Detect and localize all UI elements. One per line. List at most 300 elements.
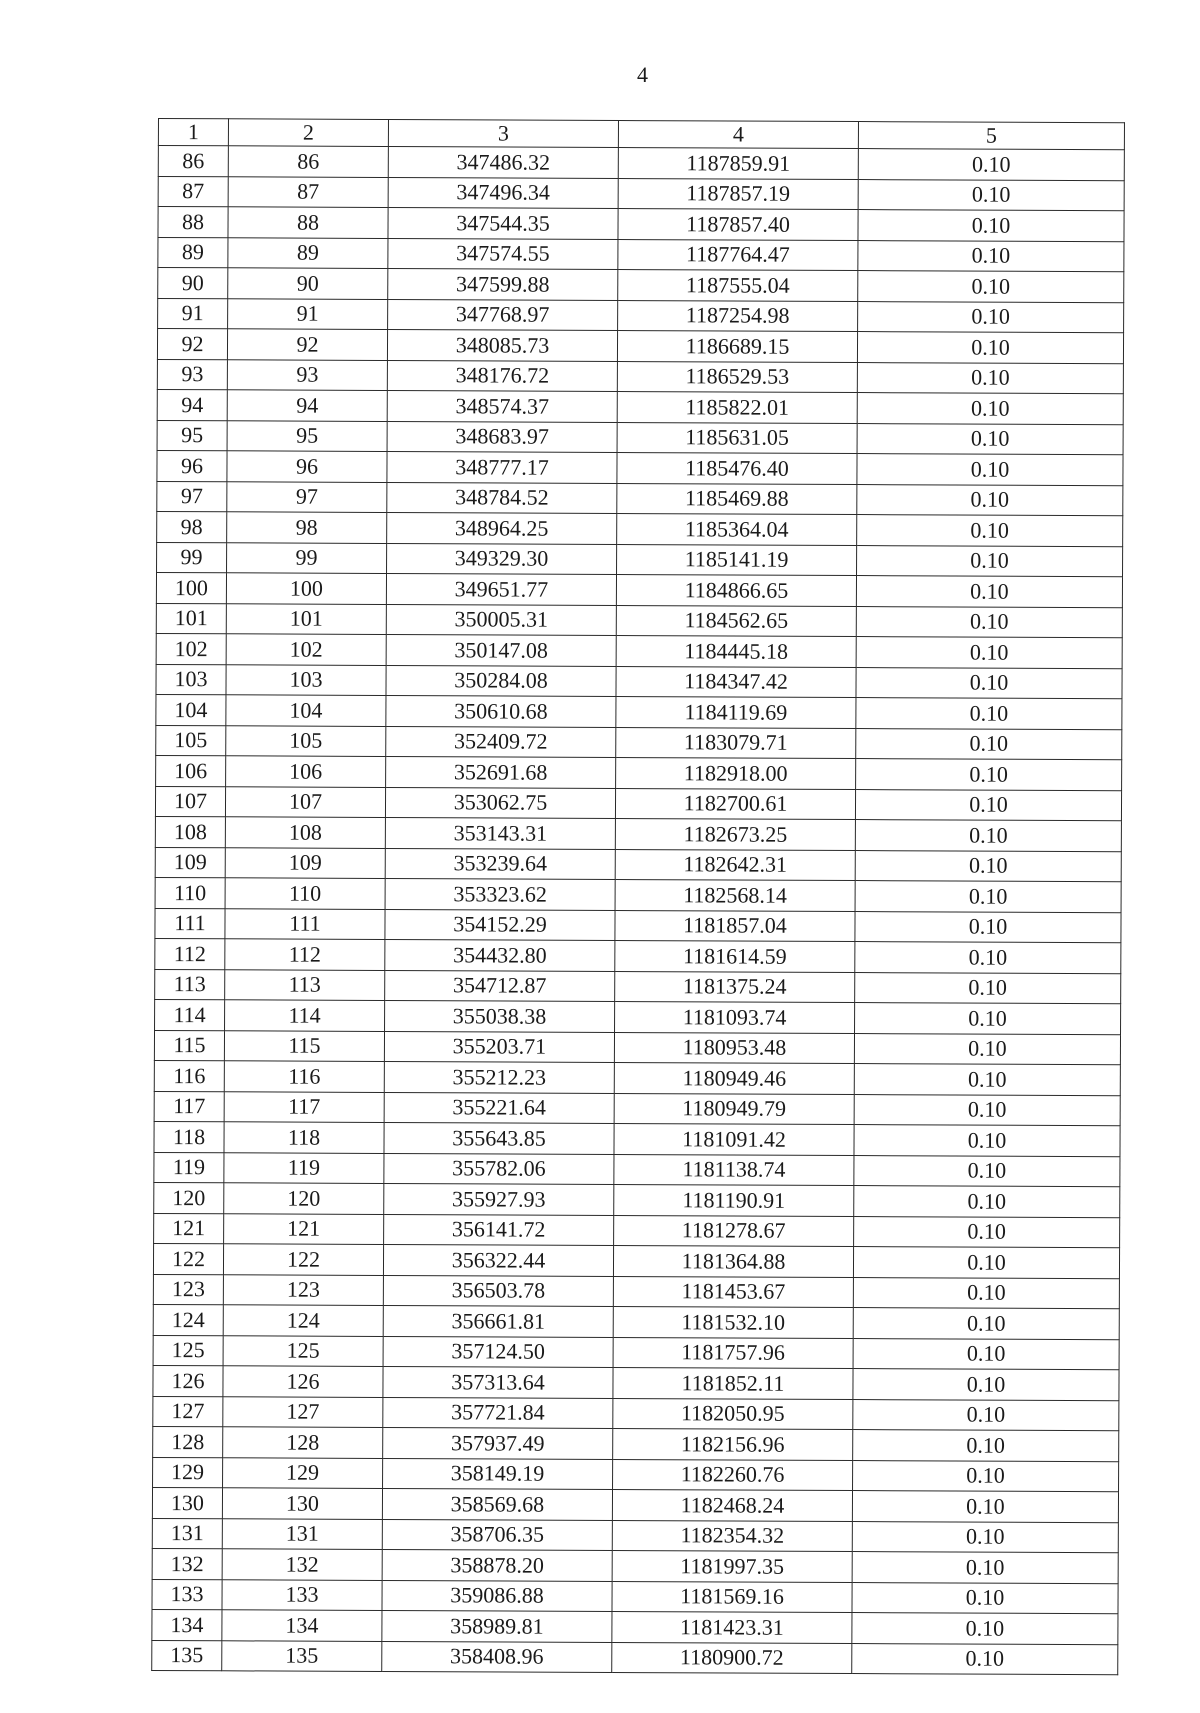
table-row	[155, 969, 1121, 1004]
table-cell-col-4: 1181091.42	[614, 1123, 854, 1155]
table-cell-col-5: 0.10	[856, 698, 1122, 730]
table-cell-col-3: 358878.20	[382, 1549, 612, 1581]
table-row	[152, 1518, 1118, 1553]
table-cell-col-2: 92	[227, 329, 387, 360]
table-cell-col-3: 348085.73	[387, 330, 617, 362]
table-cell-col-3: 350147.08	[386, 635, 616, 667]
table-cell-col-3: 348777.17	[387, 452, 617, 484]
table-cell-col-1: 92	[157, 329, 227, 360]
table-cell-col-2: 132	[222, 1549, 382, 1580]
table-cell-col-1: 110	[155, 877, 225, 908]
table-cell-col-4: 1181364.88	[613, 1245, 853, 1277]
table-row	[157, 481, 1123, 516]
table-cell-col-4: 1181857.04	[615, 910, 855, 942]
table-cell-col-3: 358706.35	[382, 1519, 612, 1551]
table-cell-col-3: 358408.96	[382, 1641, 612, 1673]
table-cell-col-1: 95	[157, 420, 227, 451]
table-cell-col-2: 135	[222, 1640, 382, 1671]
table-cell-col-3: 355203.71	[384, 1031, 614, 1063]
table-cell-col-4: 1187254.98	[618, 300, 858, 332]
table-cell-col-2: 111	[225, 908, 385, 939]
table-cell-col-3: 347574.55	[388, 238, 618, 270]
table-cell-col-4: 1181375.24	[615, 971, 855, 1003]
table-cell-col-1: 116	[154, 1060, 224, 1091]
table-row	[156, 725, 1122, 760]
table-cell-col-2: 122	[223, 1244, 383, 1275]
table-cell-col-1: 117	[154, 1091, 224, 1122]
table-cell-col-2: 115	[224, 1030, 384, 1061]
table-cell-col-1: 105	[156, 725, 226, 756]
column-header-3: 3	[388, 120, 618, 148]
table-row	[158, 268, 1124, 303]
table-cell-col-5: 0.10	[855, 881, 1121, 913]
table-cell-col-1: 127	[153, 1396, 223, 1427]
table-row	[154, 1091, 1120, 1126]
table-cell-col-1: 113	[155, 969, 225, 1000]
table-row	[157, 420, 1123, 455]
table-cell-col-5: 0.10	[858, 149, 1124, 181]
table-cell-col-4: 1181569.16	[612, 1581, 852, 1613]
table-header	[158, 119, 1124, 150]
table-cell-col-3: 348176.72	[387, 360, 617, 392]
table-cell-col-5: 0.10	[854, 1064, 1120, 1096]
table-cell-col-3: 353239.64	[385, 848, 615, 880]
table-cell-col-2: 117	[224, 1091, 384, 1122]
table-cell-col-5: 0.10	[853, 1308, 1119, 1340]
table-cell-col-2: 131	[222, 1518, 382, 1549]
table-cell-col-3: 355643.85	[384, 1122, 614, 1154]
table-row	[157, 359, 1123, 394]
table-cell-col-1: 97	[157, 481, 227, 512]
table-cell-col-1: 124	[153, 1304, 223, 1335]
table-cell-col-2: 99	[227, 542, 387, 573]
table-cell-col-2: 113	[225, 969, 385, 1000]
table-cell-col-2: 90	[228, 268, 388, 299]
table-cell-col-4: 1186529.53	[617, 361, 857, 393]
table-cell-col-2: 102	[226, 634, 386, 665]
table-cell-col-5: 0.10	[857, 362, 1123, 394]
table-cell-col-2: 97	[227, 481, 387, 512]
table-cell-col-2: 87	[228, 176, 388, 207]
table-cell-col-4: 1181093.74	[615, 1002, 855, 1034]
table-cell-col-5: 0.10	[854, 1094, 1120, 1126]
column-header-2: 2	[228, 119, 388, 147]
table-cell-col-5: 0.10	[853, 1430, 1119, 1462]
table-cell-col-3: 348964.25	[387, 513, 617, 545]
table-cell-col-3: 347496.34	[388, 177, 618, 209]
table-cell-col-3: 347599.88	[388, 269, 618, 301]
table-cell-col-4: 1181757.96	[613, 1337, 853, 1369]
table-cell-col-5: 0.10	[855, 850, 1121, 882]
table-cell-col-5: 0.10	[854, 1155, 1120, 1187]
table-cell-col-3: 350005.31	[386, 604, 616, 636]
table-cell-col-5: 0.10	[858, 271, 1124, 303]
table-cell-col-4: 1181997.35	[612, 1550, 852, 1582]
table-cell-col-1: 129	[153, 1457, 223, 1488]
table-cell-col-2: 125	[223, 1335, 383, 1366]
table-cell-col-1: 98	[157, 511, 227, 542]
table-cell-col-5: 0.10	[855, 820, 1121, 852]
table-cell-col-2: 95	[227, 420, 387, 451]
table-row	[158, 207, 1124, 242]
table-cell-col-5: 0.10	[853, 1277, 1119, 1309]
table-cell-col-3: 349651.77	[386, 574, 616, 606]
table-cell-col-5: 0.10	[853, 1369, 1119, 1401]
table-cell-col-5: 0.10	[857, 545, 1123, 577]
table-cell-col-3: 350610.68	[386, 696, 616, 728]
table-cell-col-5: 0.10	[855, 972, 1121, 1004]
table-cell-col-5: 0.10	[855, 789, 1121, 821]
table-cell-col-2: 106	[226, 756, 386, 787]
table-cell-col-1: 91	[158, 298, 228, 329]
table-cell-col-3: 357721.84	[383, 1397, 613, 1429]
table-cell-col-5: 0.10	[852, 1582, 1118, 1614]
table-cell-col-2: 110	[225, 878, 385, 909]
table-row	[158, 176, 1124, 211]
table-cell-col-3: 357124.50	[383, 1336, 613, 1368]
table-cell-col-3: 358989.81	[382, 1610, 612, 1642]
table-cell-col-3: 358149.19	[383, 1458, 613, 1490]
table-row	[157, 389, 1123, 424]
table-cell-col-2: 126	[223, 1366, 383, 1397]
table-cell-col-1: 123	[153, 1274, 223, 1305]
table-row	[152, 1487, 1118, 1522]
table-cell-col-2: 134	[222, 1610, 382, 1641]
table-cell-col-3: 355927.93	[384, 1183, 614, 1215]
table-cell-col-4: 1187857.40	[618, 209, 858, 241]
table-cell-col-5: 0.10	[855, 911, 1121, 943]
table-cell-col-5: 0.10	[852, 1613, 1118, 1645]
table-row	[153, 1274, 1119, 1309]
table-cell-col-4: 1182918.00	[616, 758, 856, 790]
table-cell-col-1: 100	[156, 572, 226, 603]
table-cell-col-3: 357313.64	[383, 1366, 613, 1398]
table-cell-col-1: 101	[156, 603, 226, 634]
table-cell-col-4: 1182468.24	[612, 1489, 852, 1521]
table-cell-col-5: 0.10	[853, 1338, 1119, 1370]
table-cell-col-5: 0.10	[854, 1216, 1120, 1248]
table-cell-col-1: 102	[156, 633, 226, 664]
column-header-1: 1	[158, 119, 228, 146]
table-row	[153, 1426, 1119, 1461]
table-cell-col-1: 135	[152, 1640, 222, 1671]
table-cell-col-1: 120	[154, 1182, 224, 1213]
table-cell-col-4: 1187764.47	[618, 239, 858, 271]
table-cell-col-3: 353143.31	[385, 817, 615, 849]
table-row	[156, 755, 1122, 790]
table-row	[155, 938, 1121, 973]
table-cell-col-2: 121	[224, 1213, 384, 1244]
table-cell-col-1: 90	[158, 268, 228, 299]
table-cell-col-2: 129	[223, 1457, 383, 1488]
table-cell-col-1: 89	[158, 237, 228, 268]
table-cell-col-3: 353062.75	[385, 787, 615, 819]
table-cell-col-2: 98	[227, 512, 387, 543]
table-row	[154, 1060, 1120, 1095]
table-row	[154, 1121, 1120, 1156]
table-row	[156, 572, 1122, 607]
table-cell-col-4: 1185476.40	[617, 453, 857, 485]
table-cell-col-5: 0.10	[853, 1399, 1119, 1431]
table-cell-col-3: 349329.30	[387, 543, 617, 575]
table-cell-col-1: 104	[156, 694, 226, 725]
table-cell-col-1: 103	[156, 664, 226, 695]
table-cell-col-2: 124	[223, 1305, 383, 1336]
table-cell-col-5: 0.10	[857, 423, 1123, 455]
table-cell-col-4: 1187555.04	[618, 270, 858, 302]
table-cell-col-4: 1180949.79	[614, 1093, 854, 1125]
table-cell-col-3: 356141.72	[384, 1214, 614, 1246]
table-cell-col-2: 89	[228, 237, 388, 268]
table-cell-col-5: 0.10	[857, 484, 1123, 516]
table-row	[153, 1457, 1119, 1492]
table-row	[154, 1152, 1120, 1187]
table-cell-col-5: 0.10	[857, 393, 1123, 425]
table-cell-col-1: 109	[155, 847, 225, 878]
table-cell-col-5: 0.10	[854, 1125, 1120, 1157]
table-cell-col-4: 1182260.76	[613, 1459, 853, 1491]
table-row	[156, 694, 1122, 729]
table-row	[155, 908, 1121, 943]
table-cell-col-1: 126	[153, 1365, 223, 1396]
table-cell-col-4: 1187857.19	[618, 178, 858, 210]
table-cell-col-3: 354712.87	[385, 970, 615, 1002]
table-cell-col-5: 0.10	[856, 728, 1122, 760]
table-row	[153, 1243, 1119, 1278]
table-cell-col-3: 356503.78	[383, 1275, 613, 1307]
table-row	[155, 816, 1121, 851]
table-cell-col-3: 357937.49	[383, 1427, 613, 1459]
table-row	[158, 146, 1124, 181]
table-cell-col-1: 111	[155, 908, 225, 939]
table-cell-col-2: 109	[225, 847, 385, 878]
table-row	[157, 329, 1123, 364]
table-row	[155, 847, 1121, 882]
table-cell-col-2: 91	[228, 298, 388, 329]
table-cell-col-2: 128	[223, 1427, 383, 1458]
table-cell-col-1: 108	[155, 816, 225, 847]
table-cell-col-1: 87	[158, 176, 228, 207]
table-cell-col-5: 0.10	[856, 606, 1122, 638]
table-cell-col-2: 114	[225, 1000, 385, 1031]
table-cell-col-2: 93	[227, 359, 387, 390]
table-cell-col-1: 131	[152, 1518, 222, 1549]
table-cell-col-3: 354432.80	[385, 939, 615, 971]
table-row	[152, 1640, 1118, 1675]
table-cell-col-5: 0.10	[854, 1186, 1120, 1218]
table-row	[156, 633, 1122, 668]
table-cell-col-1: 134	[152, 1609, 222, 1640]
table-cell-col-1: 132	[152, 1548, 222, 1579]
table-cell-col-1: 125	[153, 1335, 223, 1366]
table-cell-col-5: 0.10	[856, 667, 1122, 699]
table-cell-col-4: 1184119.69	[616, 697, 856, 729]
table-cell-col-4: 1182673.25	[615, 819, 855, 851]
table-cell-col-3: 353323.62	[385, 878, 615, 910]
table-row	[155, 786, 1121, 821]
table-cell-col-2: 107	[225, 786, 385, 817]
table-cell-col-2: 112	[225, 939, 385, 970]
table-cell-col-1: 96	[157, 450, 227, 481]
table-cell-col-1: 106	[156, 755, 226, 786]
header-row	[158, 119, 1124, 150]
table-cell-col-2: 100	[226, 573, 386, 604]
table-row	[153, 1396, 1119, 1431]
table-row	[158, 298, 1124, 333]
table-cell-col-1: 133	[152, 1579, 222, 1610]
table-cell-col-2: 88	[228, 207, 388, 238]
table-cell-col-4: 1182050.95	[613, 1398, 853, 1430]
table-cell-col-2: 127	[223, 1396, 383, 1427]
table-cell-col-2: 118	[224, 1122, 384, 1153]
table-cell-col-2: 96	[227, 451, 387, 482]
table-cell-col-2: 86	[228, 146, 388, 177]
table-cell-col-5: 0.10	[856, 637, 1122, 669]
table-cell-col-1: 114	[155, 999, 225, 1030]
table-cell-col-3: 354152.29	[385, 909, 615, 941]
table-row	[152, 1579, 1118, 1614]
table-cell-col-1: 122	[153, 1243, 223, 1274]
table-cell-col-2: 133	[222, 1579, 382, 1610]
table-cell-col-5: 0.10	[858, 210, 1124, 242]
table-body	[152, 146, 1125, 1675]
table-cell-col-4: 1180949.46	[614, 1063, 854, 1095]
table-cell-col-5: 0.10	[854, 1033, 1120, 1065]
table-cell-col-5: 0.10	[858, 179, 1124, 211]
table-cell-col-4: 1181278.67	[614, 1215, 854, 1247]
table-cell-col-1: 118	[154, 1121, 224, 1152]
table-cell-col-2: 130	[222, 1488, 382, 1519]
coordinates-table-container	[151, 118, 1124, 1675]
table-cell-col-4: 1184866.65	[616, 575, 856, 607]
table-cell-col-5: 0.10	[856, 576, 1122, 608]
table-cell-col-5: 0.10	[857, 515, 1123, 547]
table-cell-col-4: 1181532.10	[613, 1306, 853, 1338]
table-cell-col-3: 356322.44	[383, 1244, 613, 1276]
table-cell-col-4: 1185364.04	[617, 514, 857, 546]
table-cell-col-5: 0.10	[852, 1521, 1118, 1553]
table-cell-col-4: 1185822.01	[617, 392, 857, 424]
table-cell-col-5: 0.10	[857, 332, 1123, 364]
table-cell-col-4: 1185631.05	[617, 422, 857, 454]
table-cell-col-3: 347544.35	[388, 208, 618, 240]
table-cell-col-4: 1184562.65	[616, 605, 856, 637]
table-cell-col-4: 1182354.32	[612, 1520, 852, 1552]
table-cell-col-3: 348574.37	[387, 391, 617, 423]
page-number: 4	[637, 62, 648, 87]
table-cell-col-2: 116	[224, 1061, 384, 1092]
table-row	[156, 603, 1122, 638]
table-cell-col-3: 347486.32	[388, 147, 618, 179]
table-row	[157, 542, 1123, 577]
table-cell-col-4: 1180953.48	[614, 1032, 854, 1064]
table-cell-col-3: 355212.23	[384, 1061, 614, 1093]
table-row	[153, 1365, 1119, 1400]
table-cell-col-4: 1182156.96	[613, 1428, 853, 1460]
table-row	[153, 1335, 1119, 1370]
table-cell-col-5: 0.10	[857, 454, 1123, 486]
table-cell-col-1: 86	[158, 146, 228, 177]
table-row	[158, 237, 1124, 272]
table-cell-col-5: 0.10	[852, 1552, 1118, 1584]
table-cell-col-4: 1186689.15	[617, 331, 857, 363]
table-row	[152, 1548, 1118, 1583]
table-cell-col-1: 128	[153, 1426, 223, 1457]
table-row	[155, 877, 1121, 912]
table-cell-col-1: 107	[155, 786, 225, 817]
table-cell-col-5: 0.10	[858, 240, 1124, 272]
table-row	[156, 664, 1122, 699]
table-cell-col-4: 1187859.91	[618, 148, 858, 180]
table-cell-col-2: 94	[227, 390, 387, 421]
table-cell-col-4: 1180900.72	[612, 1642, 852, 1674]
table-cell-col-4: 1184347.42	[616, 666, 856, 698]
table-cell-col-5: 0.10	[856, 759, 1122, 791]
table-cell-col-4: 1185141.19	[617, 544, 857, 576]
table-cell-col-3: 348683.97	[387, 421, 617, 453]
table-cell-col-2: 120	[224, 1183, 384, 1214]
table-cell-col-4: 1181614.59	[615, 941, 855, 973]
table-row	[153, 1304, 1119, 1339]
table-cell-col-3: 359086.88	[382, 1580, 612, 1612]
table-cell-col-2: 101	[226, 603, 386, 634]
table-cell-col-3: 348784.52	[387, 482, 617, 514]
table-cell-col-1: 93	[157, 359, 227, 390]
table-cell-col-4: 1183079.71	[616, 727, 856, 759]
table-cell-col-4: 1181453.67	[613, 1276, 853, 1308]
table-cell-col-4: 1184445.18	[616, 636, 856, 668]
table-cell-col-1: 88	[158, 207, 228, 238]
column-header-4: 4	[618, 121, 858, 149]
table-cell-col-2: 108	[225, 817, 385, 848]
column-header-5: 5	[858, 122, 1124, 150]
table-cell-col-4: 1182700.61	[615, 788, 855, 820]
table-cell-col-1: 99	[157, 542, 227, 573]
table-row	[157, 450, 1123, 485]
table-cell-col-1: 115	[154, 1030, 224, 1061]
table-cell-col-4: 1182568.14	[615, 880, 855, 912]
table-cell-col-5: 0.10	[853, 1460, 1119, 1492]
table-cell-col-5: 0.10	[852, 1491, 1118, 1523]
table-row	[157, 511, 1123, 546]
table-cell-col-5: 0.10	[852, 1643, 1118, 1675]
table-cell-col-5: 0.10	[853, 1247, 1119, 1279]
table-cell-col-3: 355221.64	[384, 1092, 614, 1124]
table-row	[154, 1030, 1120, 1065]
table-cell-col-4: 1181423.31	[612, 1611, 852, 1643]
table-row	[155, 999, 1121, 1034]
table-cell-col-3: 356661.81	[383, 1305, 613, 1337]
table-cell-col-1: 130	[152, 1487, 222, 1518]
table-cell-col-4: 1182642.31	[615, 849, 855, 881]
table-cell-col-5: 0.10	[858, 301, 1124, 333]
table-cell-col-2: 104	[226, 695, 386, 726]
table-row	[154, 1182, 1120, 1217]
coordinates-table	[151, 118, 1125, 1675]
table-cell-col-1: 94	[157, 389, 227, 420]
table-cell-col-3: 352691.68	[386, 756, 616, 788]
table-cell-col-3: 355782.06	[384, 1153, 614, 1185]
table-cell-col-3: 347768.97	[388, 299, 618, 331]
table-row	[154, 1213, 1120, 1248]
table-cell-col-2: 103	[226, 664, 386, 695]
table-cell-col-4: 1181190.91	[614, 1184, 854, 1216]
table-cell-col-2: 119	[224, 1152, 384, 1183]
table-cell-col-5: 0.10	[855, 1003, 1121, 1035]
table-cell-col-2: 105	[226, 725, 386, 756]
table-cell-col-1: 112	[155, 938, 225, 969]
table-row	[152, 1609, 1118, 1644]
